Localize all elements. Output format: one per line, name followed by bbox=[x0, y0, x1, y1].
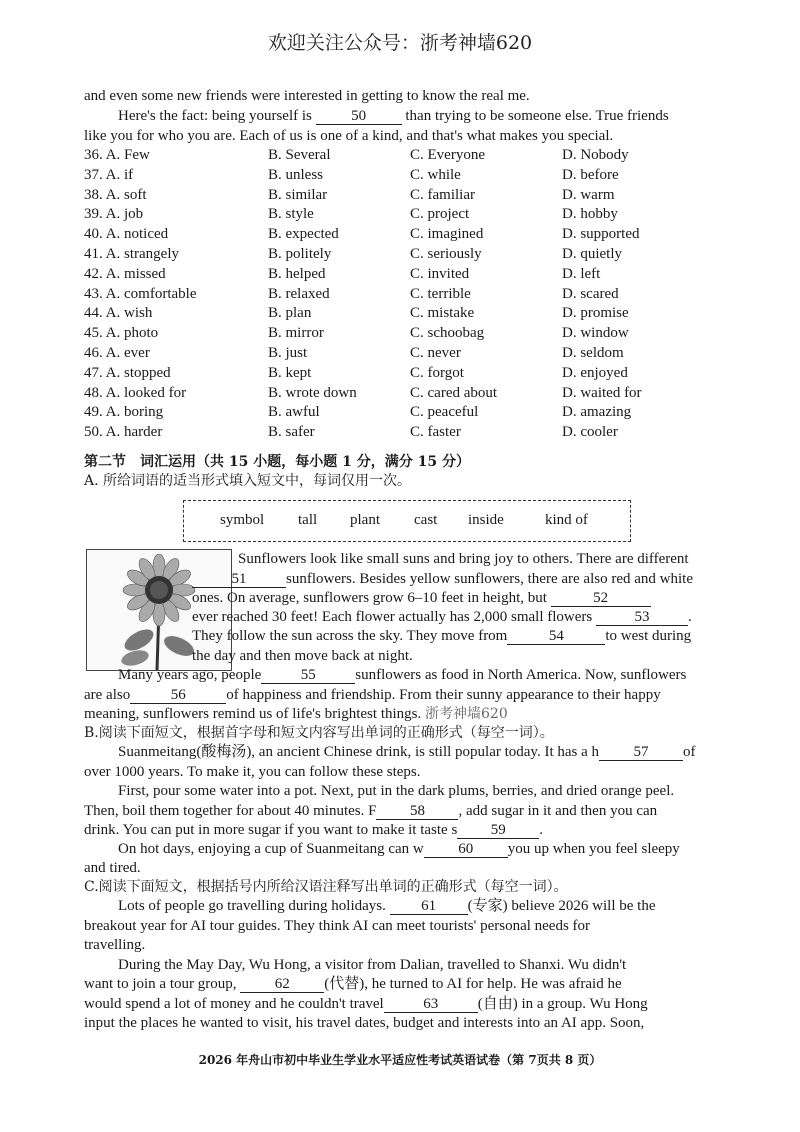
text: Then, boil them together for about 40 minutes. F bbox=[84, 803, 377, 819]
page-footer: 2026 年舟山市初中毕业生学业水平适应性考试英语试卷（第 7页共 8 页） bbox=[198, 1053, 602, 1067]
option-choice: 44. A. wish bbox=[84, 305, 153, 322]
passage-line bbox=[84, 994, 720, 1014]
blank-58: 58 bbox=[376, 803, 458, 820]
passage-line: input the places he wanted to visit, his travel dates, budget and interests into an AI app. Soon, bbox=[84, 1015, 645, 1031]
option-choice: C. peaceful bbox=[410, 404, 479, 421]
part-c-instruction: C.阅读下面短文，根据括号内所给汉语注释写出单词的正确形式（每空一词）。 bbox=[84, 879, 568, 895]
option-choice: D. supported bbox=[562, 226, 640, 243]
passage-line bbox=[118, 665, 720, 685]
option-row bbox=[84, 165, 724, 185]
option-choice: D. Nobody bbox=[562, 147, 629, 163]
option-row bbox=[84, 224, 724, 244]
blank-56: 56 bbox=[130, 687, 226, 704]
option-choice: C. familiar bbox=[410, 186, 475, 203]
option-choice: B. politely bbox=[268, 246, 332, 262]
passage-line bbox=[84, 820, 720, 840]
blank-57: 57 bbox=[599, 744, 683, 761]
passage-line: and tired. bbox=[84, 860, 141, 876]
blank-59: 59 bbox=[457, 822, 539, 839]
option-choice: D. waited for bbox=[562, 384, 642, 401]
option-choice: 49. A. boring bbox=[84, 404, 164, 421]
word-option: tall bbox=[298, 512, 318, 528]
blank-61: 61 bbox=[390, 898, 468, 915]
option-choice: B. helped bbox=[268, 265, 326, 282]
option-choice: 41. A. strangely bbox=[84, 246, 179, 262]
passage-line bbox=[118, 742, 720, 762]
option-choice: C. never bbox=[410, 345, 461, 361]
passage-line: First, pour some water into a pot. Next, put in the dark plums, berries, and dried orange peel. bbox=[118, 783, 675, 799]
option-row bbox=[84, 402, 724, 422]
text: of happiness and friendship. From their sunny appearance to their happy bbox=[226, 687, 661, 703]
option-choice: C. faster bbox=[410, 424, 461, 441]
text: you up when you feel sleepy bbox=[507, 841, 680, 857]
blank-50: 50 bbox=[316, 108, 402, 125]
word-option: symbol bbox=[220, 512, 265, 528]
blank-52: 52 bbox=[551, 590, 651, 607]
passage-line bbox=[84, 974, 720, 994]
option-choice: 42. A. missed bbox=[84, 265, 166, 282]
option-choice: B. kept bbox=[268, 364, 312, 381]
option-choice: D. window bbox=[562, 325, 629, 342]
option-row bbox=[84, 145, 724, 165]
page-header-watermark: 欢迎关注公众号：浙考神墙620 bbox=[267, 32, 533, 54]
option-choice: D. before bbox=[562, 166, 619, 183]
option-row bbox=[84, 363, 724, 383]
text: to west during bbox=[605, 628, 692, 644]
option-choice: D. quietly bbox=[562, 246, 622, 262]
option-choice: 47. A. stopped bbox=[84, 364, 171, 381]
option-choice: C. seriously bbox=[410, 246, 482, 262]
option-choice: D. left bbox=[562, 265, 601, 282]
watermark-text: 浙考神墙620 bbox=[425, 706, 508, 722]
option-choice: B. style bbox=[268, 206, 314, 223]
text: ever reached 30 feet! Each flower actually has 2,000 small flowers bbox=[192, 609, 593, 625]
passage-line: like you for who you are. Each of us is one of a kind, and that's what makes you special. bbox=[84, 128, 614, 144]
option-choice: B. wrote down bbox=[268, 384, 357, 401]
text: would spend a lot of money and he couldn't travel bbox=[84, 996, 384, 1012]
blank-62: 62 bbox=[240, 976, 324, 993]
option-choice: 40. A. noticed bbox=[84, 226, 169, 243]
text: of bbox=[683, 744, 696, 760]
passage-line bbox=[192, 569, 720, 589]
text: (自由) in a group. Wu Hong bbox=[477, 996, 648, 1012]
word-option: plant bbox=[350, 512, 380, 528]
text: drink. You can put in more sugar if you want to make it taste s bbox=[84, 822, 458, 838]
option-choice: 45. A. photo bbox=[84, 325, 159, 342]
part-a-instruction: A. 所给词语的适当形式填入短文中，每词仅用一次。 bbox=[84, 473, 412, 489]
word-option: cast bbox=[414, 512, 438, 528]
text: They follow the sun across the sky. They move from bbox=[192, 628, 508, 644]
text: , add sugar in it and then you can bbox=[458, 803, 658, 819]
passage-line: Sunflowers look like small suns and bring joy to others. There are different bbox=[238, 551, 689, 567]
option-choice: 38. A. soft bbox=[84, 186, 147, 203]
option-choice: D. scared bbox=[562, 285, 619, 302]
text: (代替), he turned to AI for help. He was afraid he bbox=[324, 976, 622, 992]
text: Suanmeitang(酸梅汤), an ancient Chinese drink, is still popular today. It has a h bbox=[118, 744, 600, 760]
option-row bbox=[84, 343, 724, 363]
option-choice: B. expected bbox=[268, 226, 339, 243]
option-choice: C. Everyone bbox=[410, 147, 485, 163]
option-choice: 36. A. Few bbox=[84, 147, 150, 163]
text: want to join a tour group, bbox=[84, 976, 237, 992]
passage-line bbox=[118, 896, 720, 916]
text: On hot days, enjoying a cup of Suanmeitang can w bbox=[118, 841, 424, 857]
blank-60: 60 bbox=[424, 841, 508, 858]
option-choice: B. plan bbox=[268, 305, 312, 322]
text: meaning, sunflowers remind us of life's brightest things. bbox=[84, 706, 422, 722]
text: Many years ago, people bbox=[118, 667, 262, 683]
option-choice: D. enjoyed bbox=[562, 364, 628, 381]
option-choice: B. mirror bbox=[268, 325, 324, 342]
option-row bbox=[84, 264, 724, 284]
option-choice: D. warm bbox=[562, 186, 615, 203]
text: Lots of people go travelling during holidays. bbox=[118, 898, 386, 914]
option-choice: B. unless bbox=[268, 166, 324, 183]
option-choice: B. similar bbox=[268, 186, 328, 203]
blank-51: 51 bbox=[192, 571, 286, 588]
option-choice: B. safer bbox=[268, 424, 315, 441]
passage-line: During the May Day, Wu Hong, a visitor from Dalian, travelled to Shanxi. Wu didn't bbox=[118, 957, 627, 973]
blank-63: 63 bbox=[384, 996, 478, 1013]
option-choice: D. seldom bbox=[562, 345, 624, 361]
text: are also bbox=[84, 687, 131, 703]
option-row bbox=[84, 422, 724, 442]
passage-line bbox=[192, 588, 720, 608]
option-choice: C. forgot bbox=[410, 364, 464, 381]
option-choice: C. invited bbox=[410, 265, 470, 282]
option-choice: D. hobby bbox=[562, 206, 618, 223]
option-row bbox=[84, 284, 724, 304]
section-title: 第二节 词汇运用（共 15 小题，每小题 1 分，满分 15 分） bbox=[84, 454, 470, 470]
passage-line bbox=[84, 801, 720, 821]
passage-line: over 1000 years. To make it, you can follow these steps. bbox=[84, 764, 421, 780]
option-choice: D. amazing bbox=[562, 404, 632, 421]
text: . bbox=[539, 822, 544, 838]
option-choice: C. imagined bbox=[410, 226, 484, 243]
passage-line: travelling. bbox=[84, 937, 146, 953]
text: ones. On average, sunflowers grow 6–10 feet in height, but bbox=[192, 590, 547, 606]
option-choice: D. promise bbox=[562, 305, 629, 322]
option-choice: C. project bbox=[410, 206, 470, 223]
option-row bbox=[84, 185, 724, 205]
part-b-instruction: B.阅读下面短文，根据首字母和短文内容写出单词的正确形式（每空一词）。 bbox=[84, 725, 554, 741]
text: sunflowers as food in North America. Now, sunflowers bbox=[355, 667, 687, 683]
option-choice: B. awful bbox=[268, 404, 320, 421]
word-option: kind of bbox=[545, 512, 588, 528]
option-choice: 46. A. ever bbox=[84, 345, 150, 361]
blank-53: 53 bbox=[596, 609, 688, 626]
text: (专家) believe 2026 will be the bbox=[467, 898, 656, 914]
passage-line bbox=[84, 704, 720, 724]
word-option: inside bbox=[468, 512, 504, 528]
blank-54: 54 bbox=[507, 628, 605, 645]
option-choice: 48. A. looked for bbox=[84, 384, 187, 401]
option-choice: 43. A. comfortable bbox=[84, 285, 197, 302]
option-choice: B. just bbox=[268, 345, 308, 361]
option-choice: C. mistake bbox=[410, 305, 475, 322]
text: than trying to be someone else. True friends bbox=[405, 108, 669, 124]
passage-line: and even some new friends were interested in getting to know the real me. bbox=[84, 88, 530, 104]
option-choice: D. cooler bbox=[562, 424, 618, 441]
option-row bbox=[84, 244, 724, 264]
text: Here's the fact: being yourself is bbox=[118, 108, 312, 124]
option-choice: B. Several bbox=[268, 147, 331, 163]
option-row bbox=[84, 204, 724, 224]
text: sunflowers. Besides yellow sunflowers, there are also red and white bbox=[286, 571, 693, 587]
passage-line bbox=[118, 106, 720, 126]
word-box bbox=[183, 500, 631, 542]
option-choice: 50. A. harder bbox=[84, 424, 163, 441]
blank-55: 55 bbox=[261, 667, 355, 684]
option-choice: C. terrible bbox=[410, 285, 471, 302]
passage-line: breakout year for AI tour guides. They think AI can meet tourists' personal needs for bbox=[84, 918, 591, 934]
option-row bbox=[84, 383, 724, 403]
option-choice: C. schoobag bbox=[410, 325, 485, 342]
option-choice: B. relaxed bbox=[268, 285, 330, 302]
option-row bbox=[84, 303, 724, 323]
option-choice: 37. A. if bbox=[84, 166, 134, 183]
passage-line: ever reached 30 feet! Each flower actually has 2,000 small flowers 53 . bbox=[192, 609, 692, 625]
option-choice: C. cared about bbox=[410, 384, 498, 401]
option-row bbox=[84, 323, 724, 343]
passage-line bbox=[192, 626, 720, 646]
option-choice: 39. A. job bbox=[84, 206, 144, 223]
passage-line bbox=[118, 839, 720, 859]
passage-line bbox=[84, 685, 720, 705]
passage-line: the day and then move back at night. bbox=[192, 648, 413, 664]
option-choice: C. while bbox=[410, 166, 461, 183]
